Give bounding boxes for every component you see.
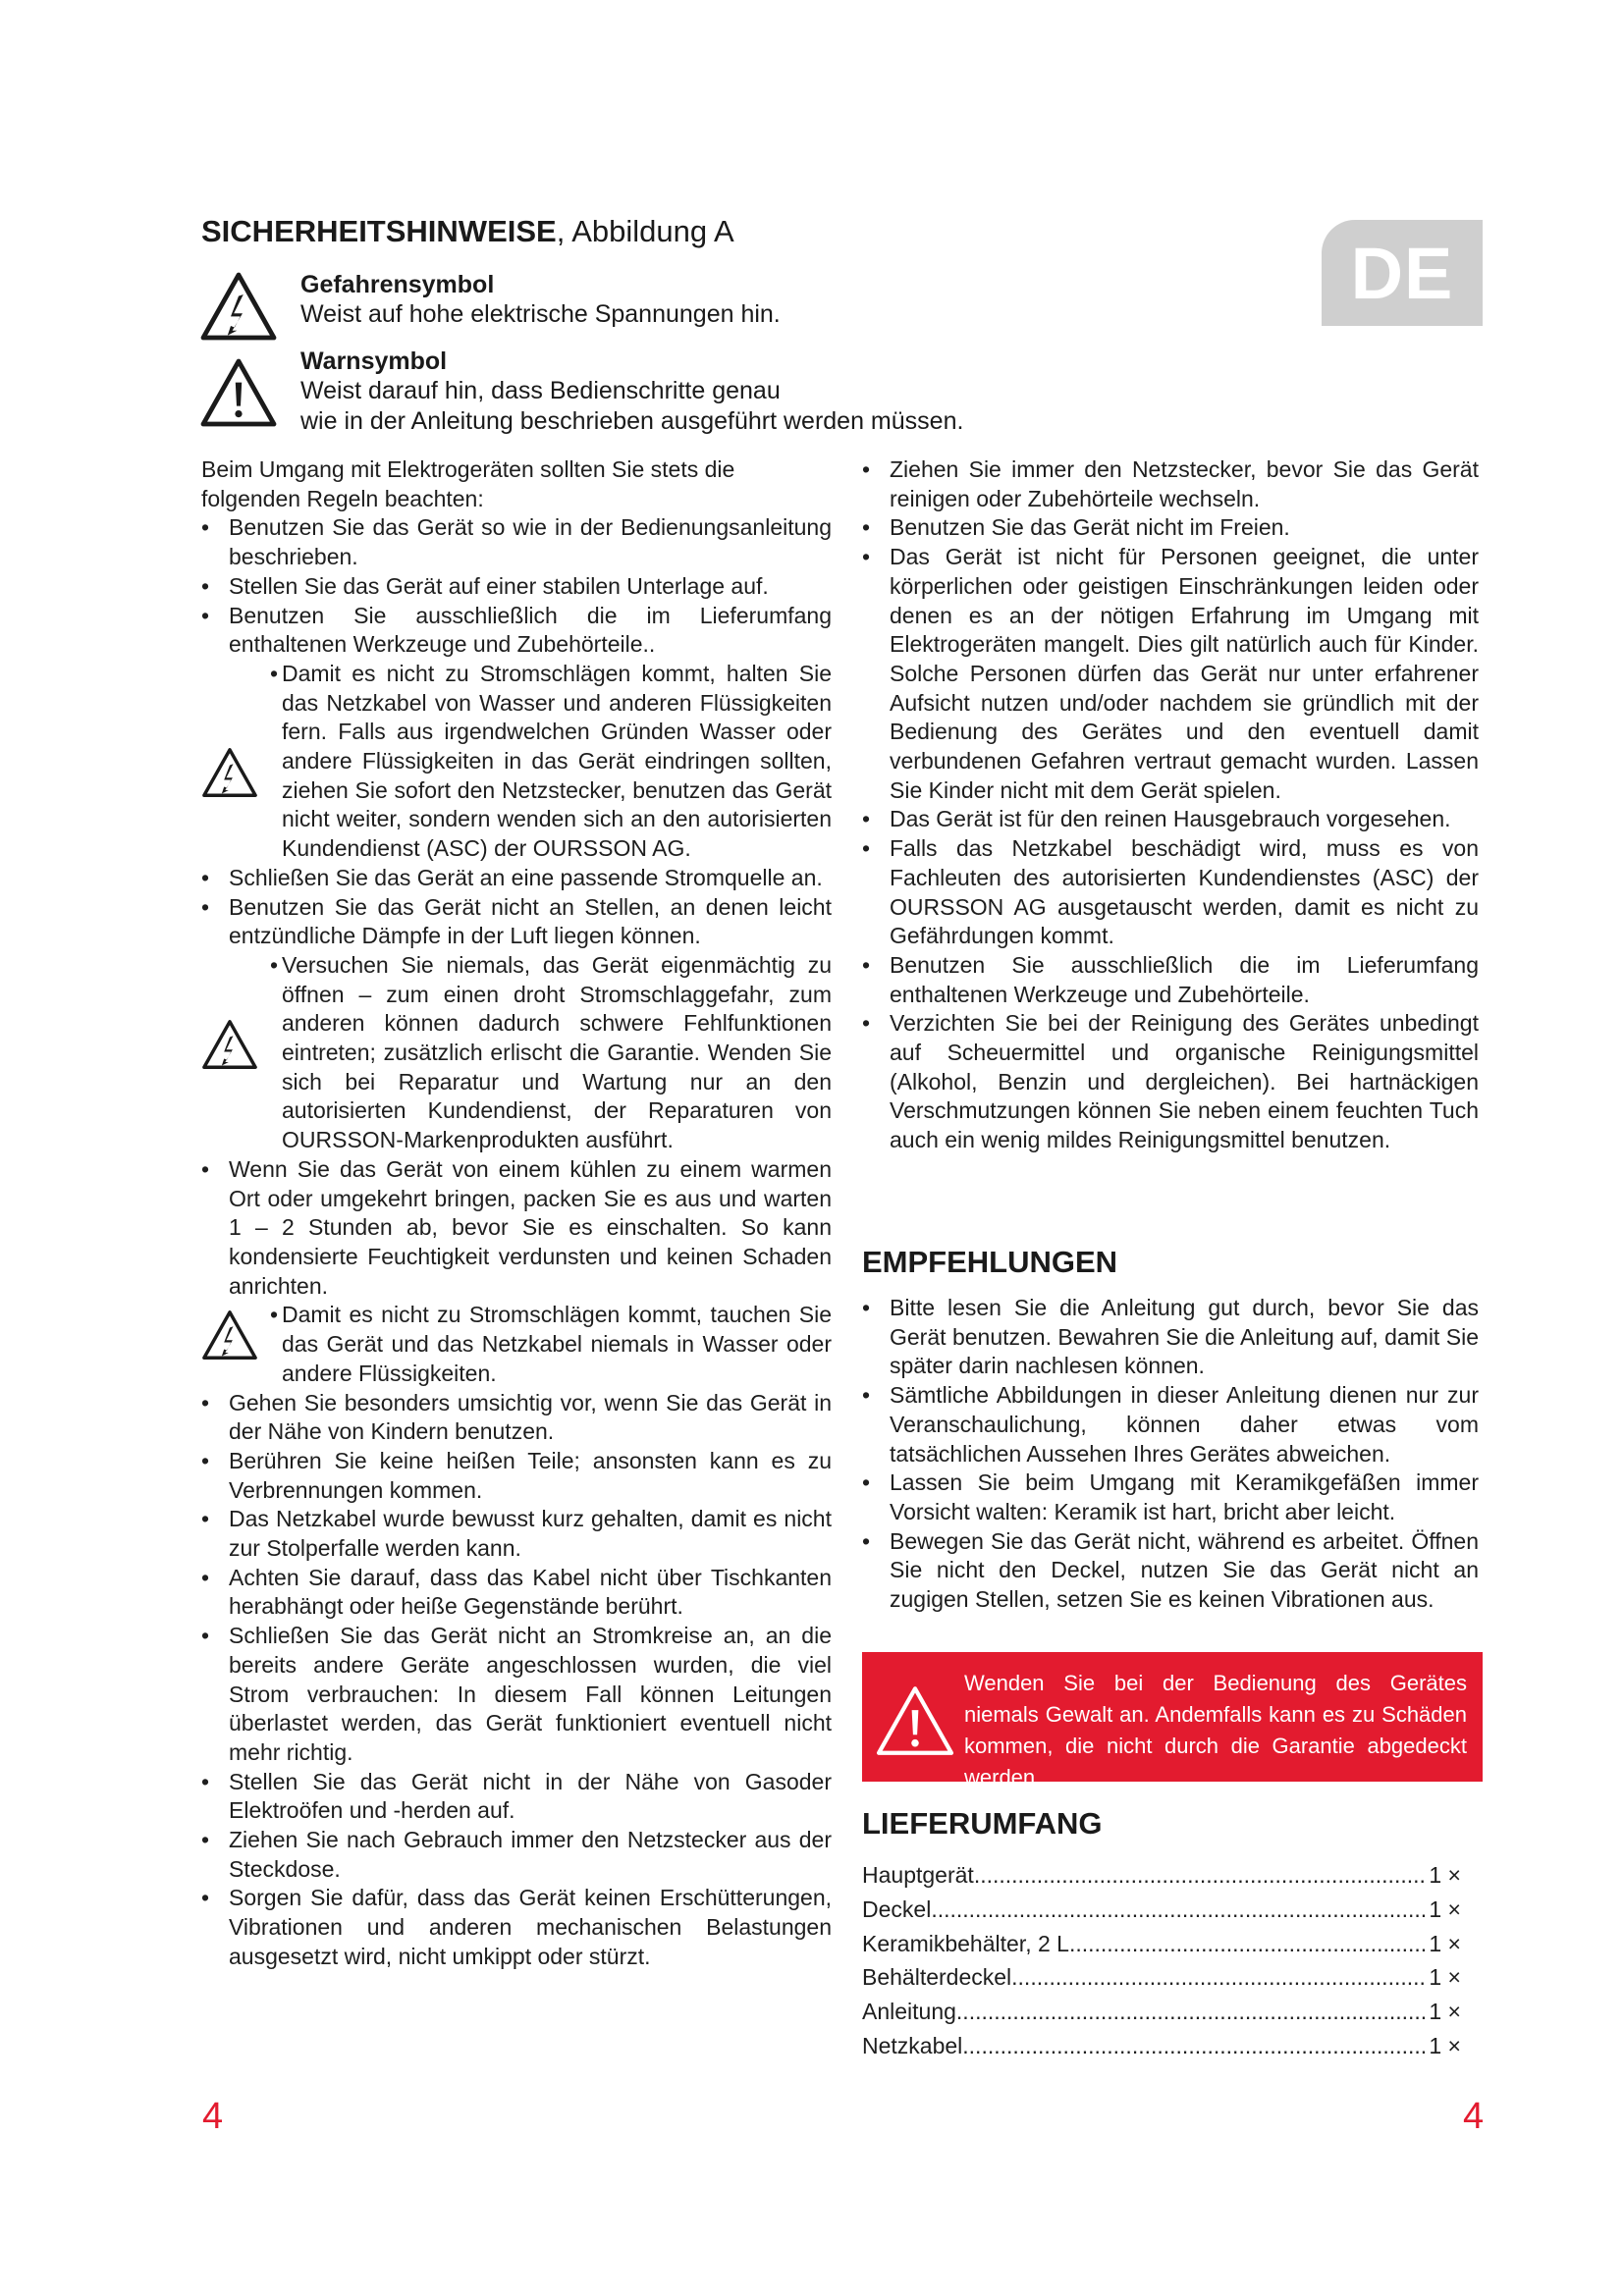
page-number-right: 4 bbox=[1463, 2096, 1485, 2137]
list-item: • Bewegen Sie das Gerät nicht, während es arbeitet. Öffnen Sie nicht den Deckel, nutzen Sie das Gerät nicht an zugigen Stellen, setzen Sie es keinen Vibrationen aus. bbox=[862, 1527, 1479, 1615]
supply-row bbox=[862, 2029, 1461, 2063]
list-item: • Berühren Sie keine heißen Teile; ansonsten kann es zu Verbrennungen kommen. bbox=[201, 1447, 832, 1505]
supply-name: Behälterdeckel bbox=[862, 1964, 1012, 1991]
supply-list bbox=[862, 1858, 1461, 2063]
list-item: • Benutzen Sie das Gerät nicht an Stellen, an denen leicht entzündliche Dämpfe in der Luft liegen können. bbox=[201, 893, 832, 951]
list-item: • Das Netzkabel wurde bewusst kurz gehalten, damit es nicht zur Stolperfalle werden kann. bbox=[201, 1505, 832, 1563]
list-item: • Benutzen Sie ausschließlich die im Lieferumfang enthaltenen Werkzeuge und Zubehörteile.. bbox=[201, 602, 832, 660]
supply-name: Netzkabel bbox=[862, 2032, 963, 2058]
supply-row bbox=[862, 1995, 1461, 2029]
list-item: • Benutzen Sie das Gerät nicht im Freien. bbox=[862, 513, 1479, 543]
list-item: • Lassen Sie beim Umgang mit Keramikgefäßen immer Vorsicht walten: Keramik ist hart, bricht aber leicht. bbox=[862, 1468, 1479, 1526]
right-column bbox=[862, 455, 1479, 1155]
supply-name: Anleitung bbox=[862, 1999, 956, 2025]
list-item: • Das Gerät ist nicht für Personen geeignet, die unter körperlichen oder geistigen Einschränkungen leiden oder denen es an der nötigen Erfahrung im Umgang mit Elektrogeräten mangelt. Dies gilt natürlich auch für Kinder. Solche Personen dürfen das Gerät nur unter erfahrener Aufsicht nutzen und/oder nachdem sie gründlich mit der Bedienung des Gerätes und den eventuell damit verbundenen Gefahren vertraut gemacht wurden. Lassen Sie Kinder nicht mit dem Gerät spielen. bbox=[862, 543, 1479, 805]
electric-warning-block bbox=[201, 1301, 832, 1388]
recommendations-list bbox=[862, 1294, 1479, 1615]
symbol-danger-title: Gefahrensymbol bbox=[300, 271, 495, 298]
supply-qty: 1 × bbox=[1429, 1999, 1461, 2025]
page-number-left: 4 bbox=[202, 2096, 224, 2137]
supply-name: Keramikbehälter, 2 L bbox=[862, 1930, 1069, 1956]
list-item: • Sämtliche Abbildungen in dieser Anleitung dienen nur zur Veranschaulichung, können daher etwas vom tatsächlichen Aussehen Ihres Gerätes abweichen. bbox=[862, 1381, 1479, 1468]
exclamation-warning-icon bbox=[199, 357, 278, 428]
list-item: • Ziehen Sie nach Gebrauch immer den Netzstecker aus der Steckdose. bbox=[201, 1826, 832, 1884]
supply-row bbox=[862, 1858, 1461, 1893]
supply-qty: 1 × bbox=[1429, 1964, 1461, 1991]
list-item: • Wenn Sie das Gerät von einem kühlen zu einem warmen Ort oder umgekehrt bringen, packen Sie es aus und warten 1 – 2 Stunden ab, bevor Sie es einschalten. So kann kondensierte Feuchtigkeit verdunsten und keinen Schaden anrichten. bbox=[201, 1155, 832, 1302]
supply-qty: 1 × bbox=[1429, 1930, 1461, 1956]
list-item: • Bitte lesen Sie die Anleitung gut durch, bevor Sie das Gerät benutzen. Bewahren Sie die Anleitung auf, damit Sie später darin nachlesen können. bbox=[862, 1294, 1479, 1381]
list-item: • Schließen Sie das Gerät an eine passende Stromquelle an. bbox=[201, 864, 832, 893]
intro-text: Beim Umgang mit Elektrogeräten sollten Sie stets die folgenden Regeln beachten: bbox=[201, 456, 735, 511]
list-item: • Verzichten Sie bei der Reinigung des Gerätes unbedingt auf Scheuermittel und organische Reinigungsmittel (Alkohol, Benzin und dergleichen). Bei hartnäckigen Verschmutzungen können Sie neben einem feuchten Tuch auch ein wenig mildes Reinigungsmittel benutzen. bbox=[862, 1009, 1479, 1155]
symbol-warning-line2: wie in der Anleitung beschrieben ausgeführt werden müssen. bbox=[300, 407, 964, 435]
symbol-danger bbox=[300, 271, 781, 330]
electric-warning-block bbox=[201, 660, 832, 864]
supply-qty: 1 × bbox=[1429, 1896, 1461, 1922]
supply-heading: LIEFERUMFANG bbox=[862, 1806, 1103, 1841]
electric-warning-block bbox=[201, 951, 832, 1155]
left-column bbox=[201, 455, 832, 1972]
warning-box-text: Wenden Sie bei der Bedienung des Gerätes niemals Gewalt an. Andemfalls kann es zu Schäden kommen, die nicht durch die Garantie abgedeckt werden. bbox=[964, 1671, 1467, 1789]
list-item: • Achten Sie darauf, dass das Kabel nicht über Tischkanten herabhängt oder heiße Gegenstände berührt. bbox=[201, 1564, 832, 1622]
list-item: • Falls das Netzkabel beschädigt wird, muss es von Fachleuten des autorisierten Kundendienstes (ASC) der OURSSON AG ausgetauscht werden, damit es nicht zu Gefährdungen kommt. bbox=[862, 834, 1479, 951]
list-item: • Das Gerät ist für den reinen Hausgebrauch vorgesehen. bbox=[862, 805, 1479, 834]
language-badge: DE bbox=[1322, 220, 1483, 326]
list-item: • Versuchen Sie niemals, das Gerät eigenmächtig zu öffnen – zum einen droht Stromschlaggefahr, zum anderen können dadurch schwere Fehlfunktionen eintreten; zusätzlich erlischt die Garantie. Wenden Sie sich bei Reparatur und Wartung nur an den autorisierten Kundendienst, der Reparaturen von OURSSON-Markenprodukten ausführt. bbox=[201, 951, 832, 1155]
title-bold: SICHERHEITSHINWEISE bbox=[201, 214, 557, 248]
lightning-warning-icon bbox=[199, 271, 278, 342]
list-item: • Benutzen Sie das Gerät so wie in der Bedienungsanleitung beschrieben. bbox=[201, 513, 832, 571]
page-title bbox=[201, 214, 734, 249]
list-item: • Stellen Sie das Gerät nicht in der Nähe von Gasoder Elektroöfen und -herden auf. bbox=[201, 1768, 832, 1826]
list-item: • Benutzen Sie ausschließlich die im Lieferumfang enthaltenen Werkzeuge und Zubehörteile. bbox=[862, 951, 1479, 1009]
exclamation-warning-icon bbox=[874, 1683, 956, 1758]
supply-row bbox=[862, 1927, 1461, 1961]
supply-row bbox=[862, 1893, 1461, 1927]
symbol-warning-title: Warnsymbol bbox=[300, 347, 448, 375]
recommendations-heading: EMPFEHLUNGEN bbox=[862, 1245, 1118, 1279]
list-item: • Damit es nicht zu Stromschlägen kommt, halten Sie das Netzkabel von Wasser und anderen Flüssigkeiten fern. Falls aus irgendwelchen Gründen Wasser oder andere Flüssigkeiten in das Gerät eindringen sollten, ziehen Sie sofort den Netzstecker, benutzen das Gerät nicht weiter, sondern wenden sich an den autorisierten Kundendienst (ASC) der OURSSON AG. bbox=[201, 660, 832, 864]
list-item: • Sorgen Sie dafür, dass das Gerät keinen Erschütterungen, Vibrationen und anderen mechanischen Belastungen ausgesetzt wird, nicht umkippt oder stürzt. bbox=[201, 1884, 832, 1971]
supply-name: Hauptgerät bbox=[862, 1862, 974, 1888]
supply-qty: 1 × bbox=[1429, 1862, 1461, 1888]
supply-qty: 1 × bbox=[1429, 2032, 1461, 2058]
list-item: • Schließen Sie das Gerät nicht an Stromkreise an, an die bereits andere Geräte angeschlossen wurden, die viel Strom verbrauchen: In diesem Fall können Leitungen überlastet werden, das Gerät funktioniert eventuell nicht mehr richtig. bbox=[201, 1622, 832, 1768]
title-rest: , Abbildung A bbox=[556, 214, 734, 248]
symbol-danger-text: Weist auf hohe elektrische Spannungen hin. bbox=[300, 300, 781, 328]
list-item: • Damit es nicht zu Stromschlägen kommt, tauchen Sie das Gerät und das Netzkabel niemals in Wasser oder andere Flüssigkeiten. bbox=[201, 1301, 832, 1388]
list-item: • Gehen Sie besonders umsichtig vor, wenn Sie das Gerät in der Nähe von Kindern benutzen. bbox=[201, 1389, 832, 1447]
list-item: • Ziehen Sie immer den Netzstecker, bevor Sie das Gerät reinigen oder Zubehörteile wechseln. bbox=[862, 455, 1479, 513]
symbol-warning-line1: Weist darauf hin, dass Bedienschritte genau bbox=[300, 377, 781, 404]
symbol-warning bbox=[300, 347, 963, 437]
supply-name: Deckel bbox=[862, 1896, 932, 1922]
list-item: • Stellen Sie das Gerät auf einer stabilen Unterlage auf. bbox=[201, 572, 832, 602]
warning-box bbox=[862, 1652, 1483, 1789]
supply-row bbox=[862, 1960, 1461, 1995]
